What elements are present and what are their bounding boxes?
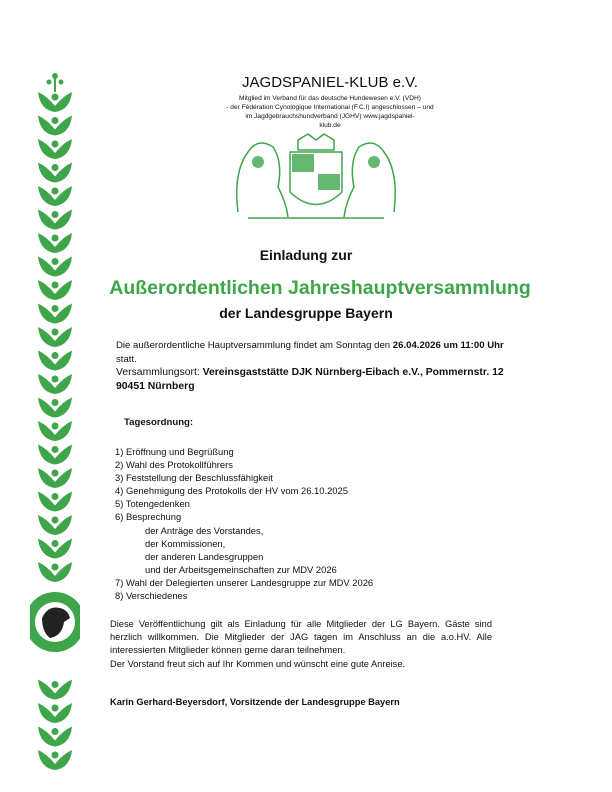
closing-text [110, 618, 492, 671]
agenda-item: 4) Genehmigung des Protokolls der HV vom 26.10.2025 [115, 485, 348, 497]
closing-paragraph: Der Vorstand freut sich auf Ihr Kommen und wünscht eine gute Anreise. [110, 658, 406, 669]
leaf-icon [38, 351, 72, 371]
agenda-item: 8) Verschiedenes [115, 590, 188, 602]
agenda-item: 7) Wahl der Delegierten unserer Landesgruppe zur MDV 2026 [115, 576, 374, 588]
leaf-icon [38, 445, 72, 465]
subtitle-line: klub.de [319, 122, 341, 129]
agenda-subitem: und der Arbeitsgemeinschaften zur MDV 2026 [145, 563, 337, 575]
club-subtitle [180, 94, 480, 130]
leaf-icon [38, 116, 72, 136]
leaf-icon [38, 703, 72, 723]
leaf-icon [38, 680, 72, 700]
leaf-icon [38, 562, 72, 582]
leaf-icon [38, 92, 72, 112]
venue-city: 90451 Nürnberg [116, 380, 195, 392]
signature: Karin Gerhard-Beyersdorf, Vorsitzende der Landesgruppe Bayern [110, 697, 400, 707]
agenda-list [115, 445, 373, 602]
bavarian-coat-of-arms [228, 132, 404, 224]
meeting-title: Außerordentlichen Jahreshauptversammlung [109, 277, 531, 299]
leaf-icon [38, 327, 72, 347]
leaf-icon [38, 539, 72, 559]
leaf-icon [38, 468, 72, 488]
leaf-icon [38, 374, 72, 394]
meeting-date: 26.04.2026 um 11:00 Uhr [392, 340, 504, 351]
leaf-icon [38, 210, 72, 230]
venue-label: Versammlungsort: [116, 367, 203, 378]
intro-paragraph [116, 339, 536, 393]
leaf-icon [38, 163, 72, 183]
agenda-item: 1) Eröffnung und Begrüßung [115, 446, 234, 457]
invitation-heading: Einladung zur [259, 247, 353, 263]
agenda-item: 6) Besprechung [115, 511, 182, 523]
agenda-item: 5) Totengedenken [115, 498, 190, 510]
subtitle-line: Mitglied im Verband für das deutsche Hundewesen e.V. (VDH) [239, 95, 421, 102]
leaf-icon [38, 139, 72, 159]
agenda-heading: Tagesordnung: [124, 417, 194, 428]
agenda-item: 3) Feststellung der Beschlussfähigkeit [115, 472, 273, 484]
venue-address: Vereinsgaststätte DJK Nürnberg-Eibach e.V., Pommernstr. 12 [202, 367, 504, 378]
intro-text: statt. [116, 353, 137, 365]
club-logo-emblem [30, 592, 80, 652]
leaf-icon [38, 515, 72, 535]
subtitle-line: - der Fédération Cynologique International (F.C.I) angeschlossen – und [226, 104, 434, 111]
leaf-icon [38, 398, 72, 418]
leaf-icon [38, 492, 72, 512]
leaf-icon [38, 186, 72, 206]
leaf-vine-border [30, 70, 80, 770]
agenda-subitem: der Anträge des Vorstandes, [145, 524, 264, 536]
leaf-icon [38, 727, 72, 747]
agenda-item: 2) Wahl des Protokollführers [115, 459, 233, 471]
agenda-subitem: der Kommissionen, [145, 537, 226, 549]
intro-text: Die außerordentliche Hauptversammlung findet am Sonntag den [116, 340, 393, 351]
agenda-subitem: der anderen Landesgruppen [145, 550, 264, 562]
club-name: JAGDSPANIEL-KLUB e.V. [242, 74, 418, 91]
closing-paragraph: Diese Veröffentlichung gilt als Einladung für alle Mitglieder der LG Bayern. Gäste sind herzlich willkommen. Die Mitglieder der JAG tagen im Anschluss an die a.o.HV. Alle interessierten Mitglieder können gerne daran teilnehmen. [110, 619, 492, 656]
subtitle-line: im Jagdgebrauchshundverband (JGHV) www.jagdspaniel- [245, 113, 415, 120]
leaf-icon [38, 750, 72, 770]
group-title: der Landesgruppe Bayern [219, 305, 393, 321]
leaf-icon [38, 421, 72, 441]
